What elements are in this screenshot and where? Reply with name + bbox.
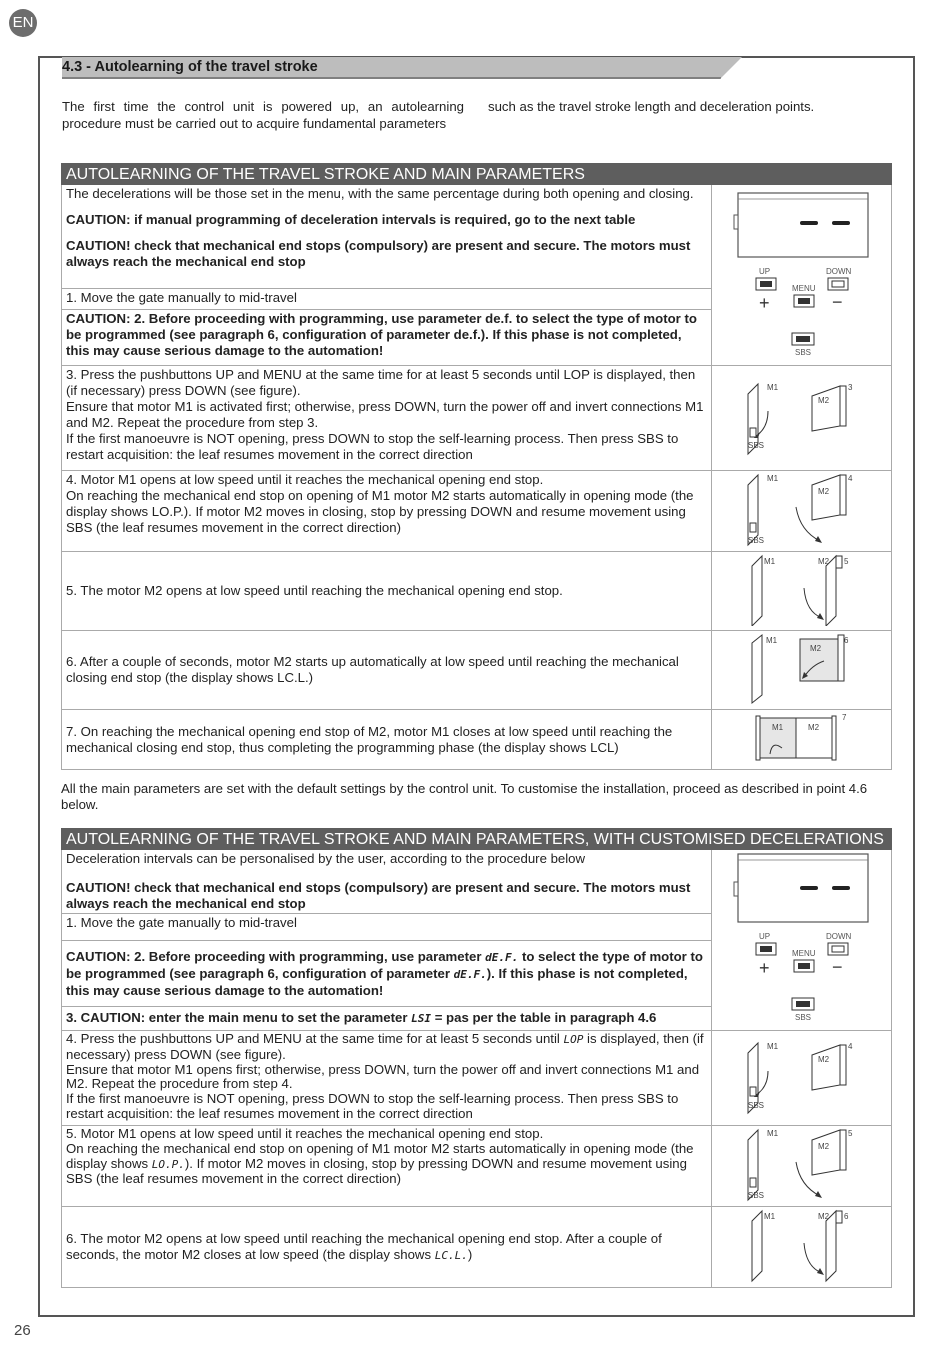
m1-label: M1 — [766, 636, 778, 645]
param-def-code: dE.F. — [453, 967, 487, 981]
table1-header: AUTOLEARNING OF THE TRAVEL STROKE AND MAIN PARAMETERS — [62, 164, 892, 185]
m1-label: M1 — [767, 1129, 779, 1138]
up-label: UP — [759, 267, 771, 276]
m2-label: M2 — [818, 1212, 830, 1221]
sbs-label: SBS — [748, 441, 765, 450]
gate-diagram-step7 — [712, 710, 891, 765]
param-lsi-code: LSI — [411, 1012, 432, 1025]
m2-label: M2 — [808, 723, 820, 732]
table2-step5: 5. Motor M1 opens at low speed until it reaches the mechanical opening end stop. On reaching the mechanical end stop on opening of M1 motor M2 starts automatically in opening mode (the display shows LO.P.). If motor M2 moves in closing, stop by pressing DOWN and resume movement using SBS (the leaf resumes movement in the correct direction) — [62, 1126, 712, 1207]
step4-figure — [712, 471, 892, 552]
m1-label: M1 — [772, 723, 784, 732]
table2-step1: 1. Move the gate manually to mid-travel — [62, 914, 712, 941]
gate-diagram-step3 — [712, 366, 891, 466]
plus-sign: + — [759, 958, 770, 978]
intro-column-1: The first time the control unit is powered up, an autolearning procedure must be carried out to acquire fundamental parameters — [62, 99, 464, 131]
table2-step4-figure — [712, 1031, 892, 1126]
control-panel-figure — [712, 185, 892, 366]
gate-diagram-step4 — [712, 471, 891, 547]
minus-sign: − — [832, 292, 843, 312]
sbs-label: SBS — [748, 1101, 765, 1110]
minus-sign: − — [832, 957, 843, 977]
language-badge: EN — [9, 9, 37, 37]
param-def-code: dE.F. — [485, 950, 519, 964]
step-number: 6 — [844, 1212, 849, 1221]
table2-step3: 3. CAUTION: enter the main menu to set the parameter LSI = pas per the table in paragraph 4.6 — [62, 1007, 712, 1031]
table2-caution-endstops: CAUTION! check that mechanical end stops (compulsory) are present and secure. The motors must always reach the mechanical end stop — [66, 880, 691, 911]
table1-step2: CAUTION: 2. Before proceeding with programming, use parameter de.f. to select the type of motor to be programmed (see paragraph 6, configuration of parameter de.f.). If this phase is not completed, this may cause serious damage to the automation! — [62, 309, 712, 365]
table2-step6-figure — [712, 1207, 892, 1288]
m1-label: M1 — [764, 557, 776, 566]
up-label: UP — [759, 932, 771, 941]
decel-text: The decelerations will be those set in the menu, with the same percentage during both opening and closing. — [66, 186, 694, 201]
table1-step4: 4. Motor M1 opens at low speed until it reaches the mechanical opening end stop. On reaching the mechanical end stop on opening of M1 motor M2 starts automatically in opening mode (the display shows LO.P.). If motor M2 moves in closing, stop by pressing DOWN and resume movement using SBS (the leaf resumes movement in the correct direction) — [62, 471, 712, 552]
lcl-code: LC.L. — [434, 1248, 468, 1262]
table1-step1: 1. Move the gate manually to mid-travel — [62, 289, 712, 310]
menu-label: MENU — [792, 949, 816, 958]
m2-label: M2 — [818, 557, 830, 566]
m1-label: M1 — [764, 1212, 776, 1221]
m2-label: M2 — [810, 644, 822, 653]
m1-label: M1 — [767, 383, 779, 392]
table2-intro: Deceleration intervals can be personalised by the user, according to the procedure below — [66, 851, 586, 866]
step-number: 6 — [844, 636, 849, 645]
step-number: 7 — [842, 713, 847, 722]
caution-endstops: CAUTION! check that mechanical end stops (compulsory) are present and secure. The motors must always reach the mechanical end stop — [66, 238, 691, 269]
sbs-label: SBS — [795, 348, 812, 357]
m2-label: M2 — [818, 1055, 830, 1064]
table2-step6: 6. The motor M2 opens at low speed until reaching the mechanical opening end stop. After a couple of seconds, the motor M2 closes at low speed (the display shows LC.L.) — [62, 1207, 712, 1288]
table1-step5: 5. The motor M2 opens at low speed until reaching the mechanical opening end stop. — [62, 552, 712, 631]
control-unit-illustration — [712, 185, 891, 361]
m2-label: M2 — [818, 396, 830, 405]
page-number: 26 — [14, 1322, 31, 1339]
control-panel-figure-2 — [712, 850, 892, 1031]
step-number: 4 — [848, 1042, 853, 1051]
autolearning-custom-table — [61, 828, 892, 1288]
m2-label: M2 — [818, 487, 830, 496]
table1-step7: 7. On reaching the mechanical opening end stop of M2, motor M1 closes at low speed until reaching the mechanical closing end stop, thus completing the programming phase (the display shows LCL) — [62, 710, 712, 770]
m2-label: M2 — [818, 1142, 830, 1151]
gate-diagram-step5 — [712, 552, 891, 626]
table2-step5-figure — [712, 1126, 892, 1207]
m1-label: M1 — [767, 474, 779, 483]
table1-intro-cell — [62, 185, 712, 289]
table2-step2: CAUTION: 2. Before proceeding with programming, use parameter dE.F. to select the type of motor to be programmed (see paragraph 6, configuration of parameter dE.F.). If this phase is not completed, this may cause serious damage to the automation! — [62, 941, 712, 1007]
step3-figure — [712, 366, 892, 471]
step6-figure — [712, 631, 892, 710]
step5-figure — [712, 552, 892, 631]
step7-figure — [712, 710, 892, 770]
caution-manual: CAUTION: if manual programming of deceleration intervals is required, go to the next table — [66, 212, 636, 227]
lop-code: LO.P. — [151, 1157, 185, 1171]
table1-step6: 6. After a couple of seconds, motor M2 starts up automatically at low speed until reaching the mechanical closing end stop (the display shows LC.L.) — [62, 631, 712, 710]
gate-diagram-step6 — [712, 631, 891, 705]
table2-intro-cell — [62, 850, 712, 914]
table2-header: AUTOLEARNING OF THE TRAVEL STROKE AND MAIN PARAMETERS, WITH CUSTOMISED DECELERATIONS — [62, 829, 892, 850]
down-label: DOWN — [826, 932, 852, 941]
autolearning-table — [61, 163, 892, 770]
step-number: 5 — [848, 1129, 853, 1138]
intro-column-2: such as the travel stroke length and deceleration points. — [488, 99, 815, 114]
section-title: 4.3 - Autolearning of the travel stroke — [62, 59, 318, 75]
sbs-label: SBS — [795, 1013, 812, 1022]
sbs-label: SBS — [748, 1191, 765, 1200]
table2-step4: 4. Press the pushbuttons UP and MENU at the same time for at least 5 seconds until LOP is displayed, then (if necessary) press DOWN (see figure). Ensure that motor M1 opens first; otherwise, press DOWN, turn the power off and invert connections M1 and M2. Repeat the procedure from step 4. If the first manoeuvre is NOT opening, press DOWN to stop the self-learning process. Then press SBS to restart acquisition: the leaf resumes movement in the correct direction — [62, 1031, 712, 1126]
control-unit-illustration-2 — [712, 850, 891, 1026]
step-number: 4 — [848, 474, 853, 483]
section-title-bar — [62, 57, 742, 79]
plus-sign: + — [759, 293, 770, 313]
table1-step3: 3. Press the pushbuttons UP and MENU at the same time for at least 5 seconds until LOP is displayed, then (if necessary) press DOWN (see figure). Ensure that motor M1 is activated first; otherwise, press DOWN, turn the power off and invert connections M1 and M2. Repeat the procedure from step 3. If the first manoeuvre is NOT opening, press DOWN to stop the self-learning process. Then press SBS to restart acquisition: the leaf resumes movement in the correct direction — [62, 366, 712, 471]
gate-diagram-t2-step5 — [712, 1126, 891, 1202]
step-number: 3 — [848, 383, 853, 392]
gate-diagram-t2-step4 — [712, 1031, 891, 1121]
sbs-label: SBS — [748, 536, 765, 545]
step-number: 5 — [844, 557, 849, 566]
main-parameters-paragraph: All the main parameters are set with the default settings by the control unit. To customise the installation, proceed as described in point 4.6 below. — [61, 781, 868, 812]
menu-label: MENU — [792, 284, 816, 293]
down-label: DOWN — [826, 267, 852, 276]
m1-label: M1 — [767, 1042, 779, 1051]
lop-code: LOP — [563, 1033, 584, 1046]
gate-diagram-t2-step6 — [712, 1207, 891, 1283]
